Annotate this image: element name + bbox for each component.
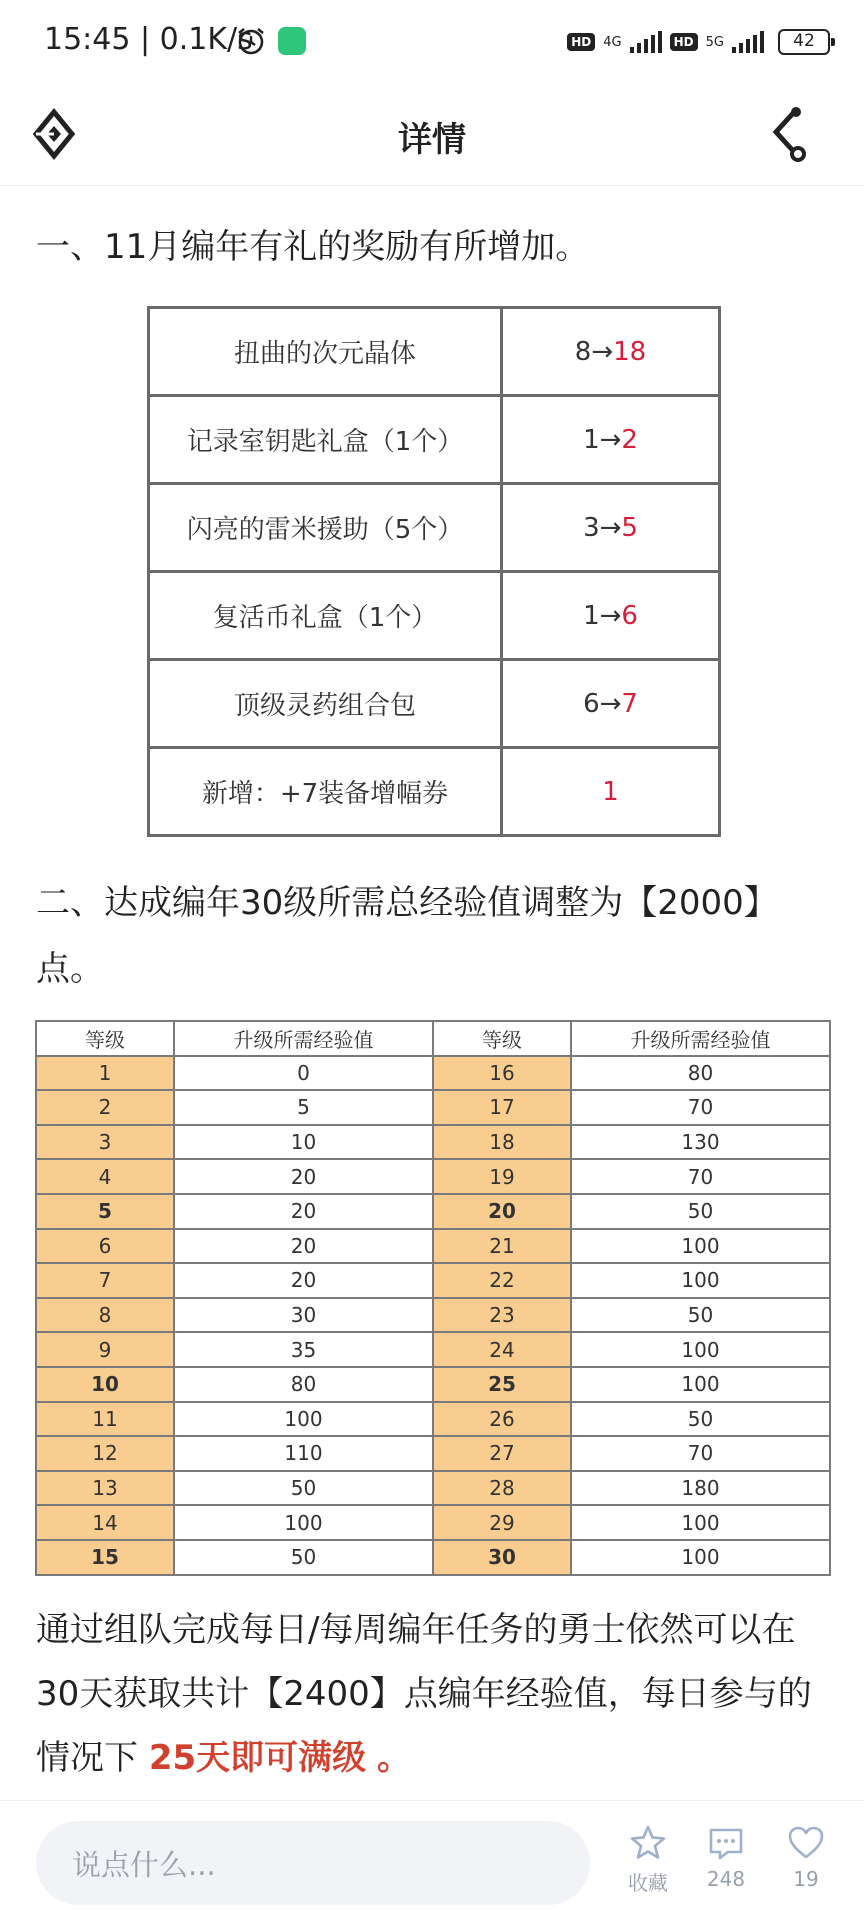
reward-name: 记录室钥匙礼盒（1个）: [149, 396, 502, 484]
exp-cell: 50: [571, 1402, 830, 1437]
level-cell: 3: [36, 1125, 174, 1160]
level-cell: 1: [36, 1056, 174, 1091]
exp-cell: 5: [174, 1090, 433, 1125]
reward-row: [149, 484, 720, 572]
level-cell: 4: [36, 1159, 174, 1194]
paragraph-3: [36, 1598, 836, 1790]
level-cell: 5: [36, 1194, 174, 1229]
level-cell: 15: [36, 1540, 174, 1575]
exp-cell: 100: [571, 1540, 830, 1575]
exp-cell: 20: [174, 1194, 433, 1229]
table-row: [36, 1471, 830, 1506]
table-row: [36, 1402, 830, 1437]
reward-name: 闪亮的雷米援助（5个）: [149, 484, 502, 572]
hd-badge-2: HD: [670, 33, 698, 51]
exp-cell: 80: [174, 1367, 433, 1402]
title-bar: [0, 86, 864, 186]
table-row: [36, 1298, 830, 1333]
reward-after: 5: [621, 512, 638, 543]
level-cell: 21: [433, 1229, 571, 1264]
reward-before: 3→: [583, 512, 622, 543]
level-cell: 10: [36, 1367, 174, 1402]
bottom-bar: [0, 1800, 864, 1920]
level-cell: 11: [36, 1402, 174, 1437]
exp-cell: 180: [571, 1471, 830, 1506]
exp-cell: 50: [571, 1194, 830, 1229]
table-row: [36, 1159, 830, 1194]
reward-after: 7: [621, 688, 638, 719]
level-cell: 16: [433, 1056, 571, 1091]
exp-cell: 50: [174, 1471, 433, 1506]
paragraph-1: 一、11月编年有礼的奖励有所增加。: [36, 227, 590, 267]
table-row: [36, 1367, 830, 1402]
reward-name: 顶级灵药组合包: [149, 660, 502, 748]
exp-cell: 100: [174, 1402, 433, 1437]
table-row: [36, 1332, 830, 1367]
level-cell: 28: [433, 1471, 571, 1506]
exp-cell: 100: [571, 1505, 830, 1540]
level-cell: 2: [36, 1090, 174, 1125]
table-row: [36, 1125, 830, 1160]
paragraph-2: 二、达成编年30级所需总经验值调整为【2000】点。: [36, 883, 778, 989]
level-cell: 18: [433, 1125, 571, 1160]
header-level: 等级: [36, 1021, 174, 1056]
exp-cell: 100: [174, 1505, 433, 1540]
reward-value: [502, 396, 720, 484]
level-cell: 29: [433, 1505, 571, 1540]
star-icon: [628, 1823, 668, 1863]
header-exp: 升级所需经验值: [174, 1021, 433, 1056]
exp-cell: 100: [571, 1229, 830, 1264]
level-cell: 20: [433, 1194, 571, 1229]
reward-value: [502, 660, 720, 748]
reward-before: 6→: [583, 688, 622, 719]
reward-value: [502, 484, 720, 572]
reward-value: [502, 748, 720, 836]
exp-cell: 70: [571, 1090, 830, 1125]
table-row: [36, 1056, 830, 1091]
heart-icon: [786, 1823, 826, 1863]
level-cell: 19: [433, 1159, 571, 1194]
exp-cell: 20: [174, 1159, 433, 1194]
reward-before: 8→: [574, 336, 614, 367]
alarm-icon: [236, 26, 266, 56]
reward-row: [149, 660, 720, 748]
level-cell: 24: [433, 1332, 571, 1367]
level-cell: 22: [433, 1263, 571, 1298]
exp-cell: 110: [174, 1436, 433, 1471]
exp-cell: 30: [174, 1298, 433, 1333]
network-5g-label: 5G: [705, 34, 724, 50]
table-row: [36, 1436, 830, 1471]
exp-cell: 10: [174, 1125, 433, 1160]
table-row: [36, 1505, 830, 1540]
exp-table-header: [36, 1021, 830, 1056]
exp-cell: 50: [174, 1540, 433, 1575]
paragraph-3-highlight: 25天即可满级: [148, 1738, 367, 1778]
level-cell: 25: [433, 1367, 571, 1402]
reward-value: [502, 572, 720, 660]
table-row: [36, 1090, 830, 1125]
exp-cell: 0: [174, 1056, 433, 1091]
hd-badge: HD: [567, 33, 595, 51]
paragraph-3-text: 通过组队完成每日/每周编年任务的勇士依然可以在30天获取共计【2400】点编年经验值，每日参与的情况下: [36, 1610, 812, 1778]
network-4g-label: 4G: [603, 34, 622, 50]
status-icons: [567, 24, 830, 60]
reward-value: [502, 308, 720, 396]
level-cell: 12: [36, 1436, 174, 1471]
like-button[interactable]: [766, 1823, 846, 1909]
reward-name: 复活币礼盒（1个）: [149, 572, 502, 660]
comment-button[interactable]: [686, 1823, 766, 1909]
comment-count: 248: [706, 1867, 746, 1891]
exp-cell: 130: [571, 1125, 830, 1160]
exp-cell: 100: [571, 1332, 830, 1367]
favorite-label: 收藏: [628, 1871, 668, 1895]
exp-cell: 70: [571, 1436, 830, 1471]
signal-icon-2: [732, 31, 764, 53]
level-cell: 26: [433, 1402, 571, 1437]
reward-after: 2: [621, 424, 638, 455]
status-time: 15:45 | 0.1K/s: [44, 22, 253, 57]
reward-row: [149, 396, 720, 484]
table-row: [36, 1229, 830, 1264]
comment-input[interactable]: [36, 1821, 590, 1905]
reward-after: 18: [613, 336, 647, 367]
table-row: [36, 1540, 830, 1575]
reward-name: 扭曲的次元晶体: [149, 308, 502, 396]
comment-placeholder: 说点什么...: [72, 1848, 216, 1882]
level-cell: 30: [433, 1540, 571, 1575]
level-cell: 9: [36, 1332, 174, 1367]
level-cell: 7: [36, 1263, 174, 1298]
reward-name: 新增：+7装备增幅券: [149, 748, 502, 836]
level-cell: 14: [36, 1505, 174, 1540]
level-cell: 23: [433, 1298, 571, 1333]
page-title: 详情: [398, 120, 466, 160]
level-cell: 8: [36, 1298, 174, 1333]
exp-cell: 20: [174, 1263, 433, 1298]
exp-cell: 80: [571, 1056, 830, 1091]
signal-icon: [630, 31, 662, 53]
exp-cell: 35: [174, 1332, 433, 1367]
level-cell: 17: [433, 1090, 571, 1125]
favorite-button[interactable]: [608, 1823, 688, 1909]
reward-row: [149, 572, 720, 660]
header-level-2: 等级: [433, 1021, 571, 1056]
exp-cell: 20: [174, 1229, 433, 1264]
reward-before: 1→: [583, 424, 622, 455]
status-bar: [0, 0, 864, 86]
reward-after: 6: [621, 600, 638, 631]
shield-icon: [278, 27, 306, 55]
level-cell: 6: [36, 1229, 174, 1264]
reward-row: [149, 308, 720, 396]
share-icon[interactable]: [760, 100, 812, 166]
reward-row: [149, 748, 720, 836]
header-exp-2: 升级所需经验值: [571, 1021, 830, 1056]
reward-table: [147, 306, 721, 837]
paragraph-3-end: 。: [376, 1738, 411, 1778]
exp-cell: 50: [571, 1298, 830, 1333]
exp-cell: 70: [571, 1159, 830, 1194]
comment-icon: [706, 1823, 746, 1863]
table-row: [36, 1263, 830, 1298]
battery-icon: 42: [778, 29, 830, 55]
level-cell: 27: [433, 1436, 571, 1471]
level-cell: 13: [36, 1471, 174, 1506]
exp-table: [35, 1020, 831, 1576]
reward-after: 1: [602, 776, 619, 807]
reward-before: 1→: [583, 600, 622, 631]
exp-cell: 100: [571, 1263, 830, 1298]
table-row: [36, 1194, 830, 1229]
exp-cell: 100: [571, 1367, 830, 1402]
like-count: 19: [793, 1867, 819, 1891]
